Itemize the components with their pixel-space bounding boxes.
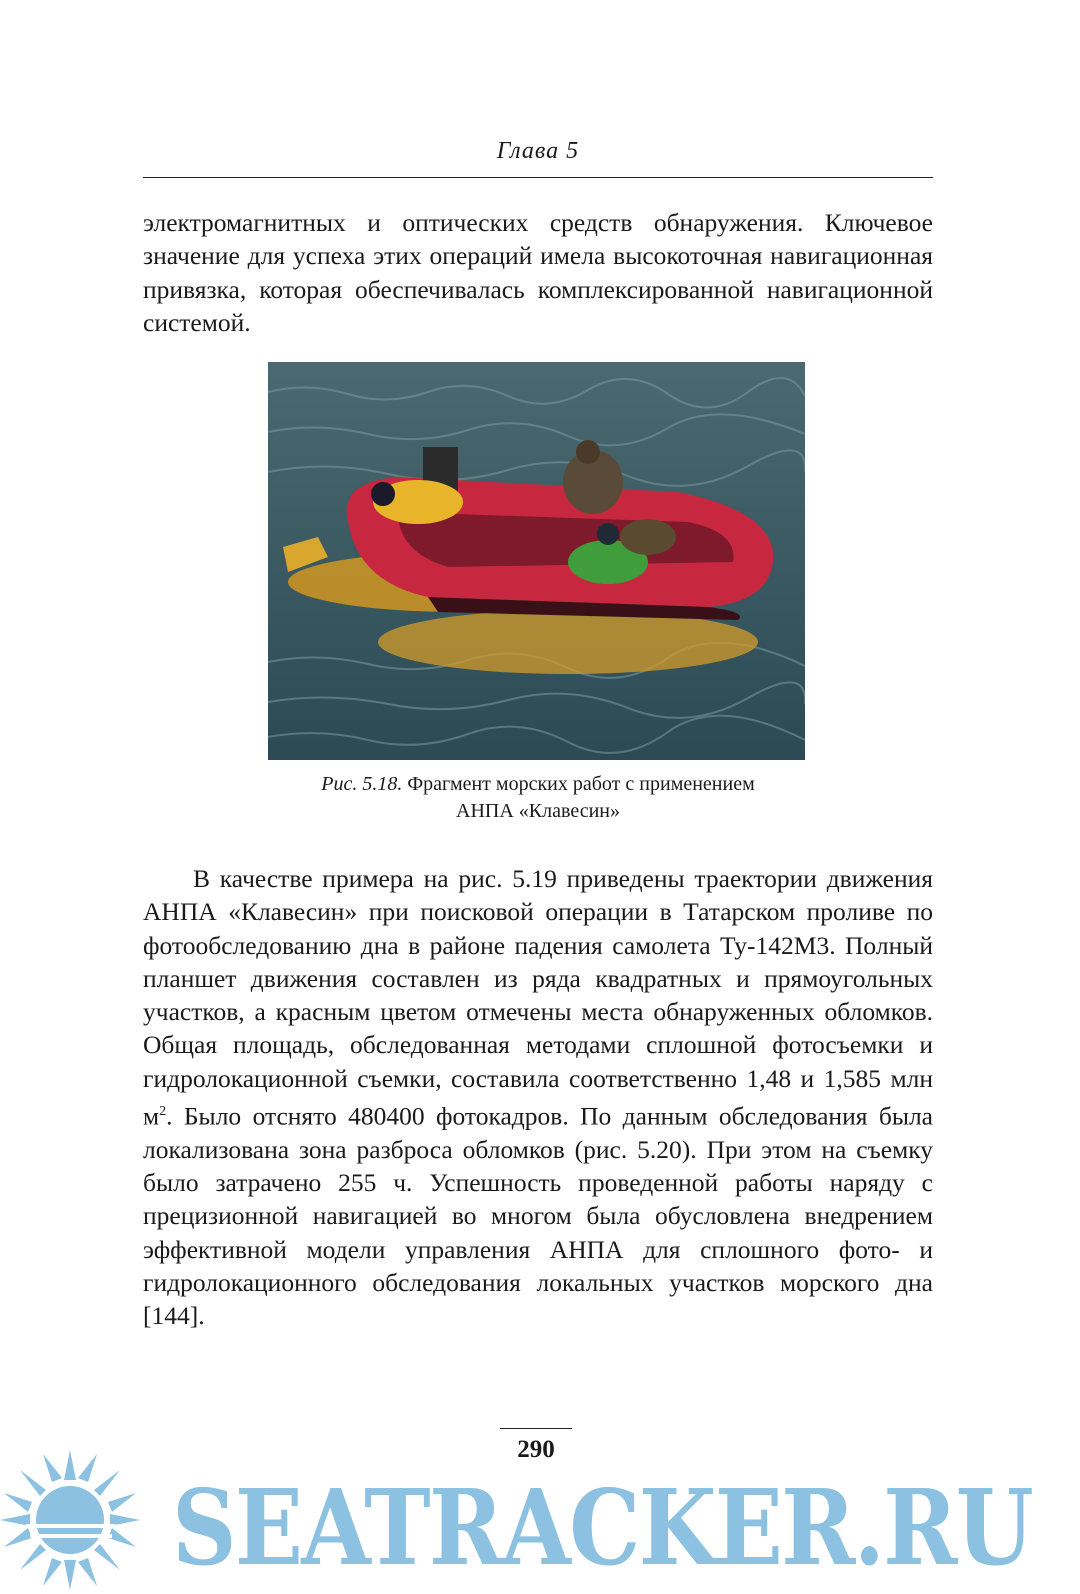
caption-line-1 (143, 771, 933, 798)
superscript-2: 2 (159, 1104, 167, 1120)
caption-text-1: Фрагмент морских работ с применением (402, 773, 755, 795)
chapter-header: Глава 5 (496, 138, 580, 164)
boat-photo-illustration (268, 362, 805, 760)
figure-label: Рис. 5.18. (321, 773, 403, 795)
page-number-rule (500, 1428, 572, 1429)
caption-line-2: АНПА «Клавесин» (456, 800, 620, 822)
paragraph-2-text-a: В качестве примера на рис. 5.19 приведены траектории движения АНПА «Клавесин» при поисковой операции в Татарском проливе по фотообследованию дна в районе падения самолета Ту-142М3. Полный планшет движения составлен из ряда квадратных и прямоугольных участков, а красным цветом отмечены места обнаруженных обломков. Общая площадь, обследованная методами сплошной фотосъемки и гидролокационной съемки, составила соответственно 1,48 и 1,585 млн м (143, 864, 933, 1131)
figure-caption (143, 771, 933, 825)
header-divider (143, 177, 933, 178)
paragraph-2 (143, 862, 933, 1333)
paragraph-1: электромагнитных и оптических средств обнаружения. Ключевое значение для успеха этих операций имела высокоточная навигационная привязка, которая обеспечивалась комплексированной навигационной системой. (143, 208, 933, 337)
paragraph-2-text-b: . Было отснято 480400 фотокадров. По данным обследования была локализована зона разброса обломков (рис. 5.20). При этом на съемку было затрачено 255 ч. Успешность проведенной работы наряду с прецизионной навигацией во многом была обусловлена внедрением эффективной модели управления АНПА для сплошного фото- и гидролокационного обследования локальных участков морского дна [144]. (143, 1101, 933, 1331)
sun-icon (0, 1450, 140, 1590)
figure-photo (268, 362, 805, 760)
watermark-text: SEATRACKER.RU (172, 1466, 1033, 1589)
page-number: 290 (517, 1436, 555, 1463)
